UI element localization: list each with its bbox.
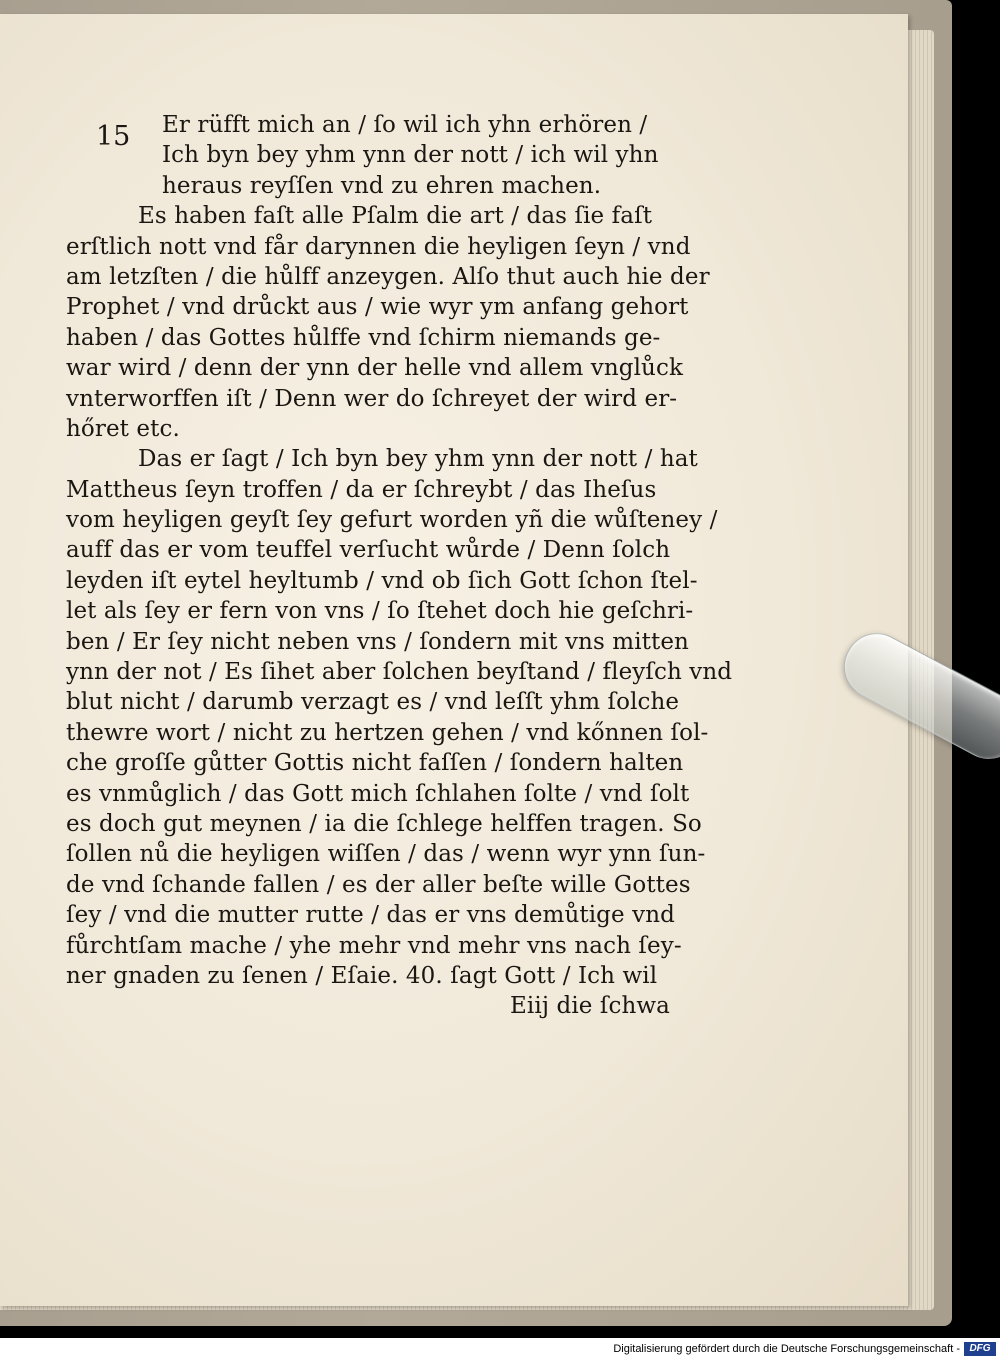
text-line: vnterworffen iſt / Denn wer do ſchreyet der wird er-: [66, 385, 678, 412]
funding-credit: Digitalisierung gefördert durch die Deutsche Forschungsgemeinschaft -: [613, 1343, 960, 1355]
text-line: thewre wort / nicht zu hertzen gehen / vnd kőnnen ſol-: [66, 719, 709, 746]
text-line: haben / das Gottes hůlffe vnd ſchirm niemands ge-: [66, 324, 661, 351]
catchword-signature: Eiij die ſchwa: [510, 993, 670, 1020]
text-line: ſollen nů die heyligen wiſſen / das / wenn wyr ynn ſun-: [66, 841, 706, 868]
text-line: fůrchtſam mache / yhe mehr vnd mehr vns nach ſey-: [66, 932, 682, 959]
text-line: Ich byn bey yhm ynn der nott / ich wil yhn: [162, 142, 659, 169]
dfg-logo: DFG: [964, 1342, 996, 1356]
text-line: ſey / vnd die mutter rutte / das er vns demůtige vnd: [66, 902, 675, 929]
text-line: leyden iſt eytel heyltumb / vnd ob ſich Gott ſchon ſtel-: [66, 567, 698, 594]
text-line: war wird / denn der ynn der helle vnd allem vnglůck: [66, 355, 683, 382]
text-line: heraus reyſſen vnd zu ehren machen.: [162, 172, 602, 199]
text-line: hőret etc.: [66, 415, 180, 442]
footer-strip: [0, 1338, 1000, 1361]
text-line: ynn der not / Es ſihet aber ſolchen beyſtand / fleyſch vnd: [66, 659, 733, 686]
book-page: [0, 14, 908, 1306]
text-line: let als ſey er fern von vns / ſo ſtehet doch hie geſchri-: [66, 598, 694, 625]
page-folio-number: 15: [96, 121, 131, 152]
text-line: de vnd ſchande fallen / es der aller beſte wille Gottes: [66, 871, 691, 898]
text-line: Das er ſagt / Ich byn bey yhm ynn der nott / hat: [138, 446, 698, 473]
text-line: am letzſten / die hůlff anzeygen. Alſo thut auch hie der: [66, 263, 710, 290]
text-line: es doch gut meynen / ia die ſchlege helffen tragen. So: [66, 810, 702, 837]
text-line: erſtlich nott vnd får darynnen die heyligen ſeyn / vnd: [66, 233, 691, 260]
text-line: ner gnaden zu ſenen / Eſaie. 40. ſagt Gott / Ich wil: [66, 962, 658, 989]
text-line: blut nicht / darumb verzagt es / vnd leſſt yhm ſolche: [66, 689, 680, 716]
text-line: ben / Er ſey nicht neben vns / ſondern mit vns mitten: [66, 628, 689, 655]
page-text-block: [66, 110, 733, 1022]
text-line: Er rüfft mich an / ſo wil ich yhn erhören /: [162, 112, 648, 138]
text-line: auff das er vom teuffel verſucht wůrde / Denn ſolch: [66, 537, 671, 564]
text-line: vom heyligen geyſt ſey gefurt worden yñ die wůſteney /: [66, 507, 718, 534]
text-line: Mattheus ſeyn troffen / da er ſchreybt / das Iheſus: [66, 476, 657, 503]
text-line: es vnmůglich / das Gott mich ſchlahen ſolte / vnd ſolt: [66, 780, 690, 807]
text-line: Prophet / vnd drůckt aus / wie wyr ym anfang gehort: [66, 294, 689, 321]
text-line: che groſſe gůtter Gottis nicht faſſen / ſondern halten: [66, 750, 684, 777]
text-line: Es haben faſt alle Pſalm die art / das ſie faſt: [138, 203, 653, 230]
